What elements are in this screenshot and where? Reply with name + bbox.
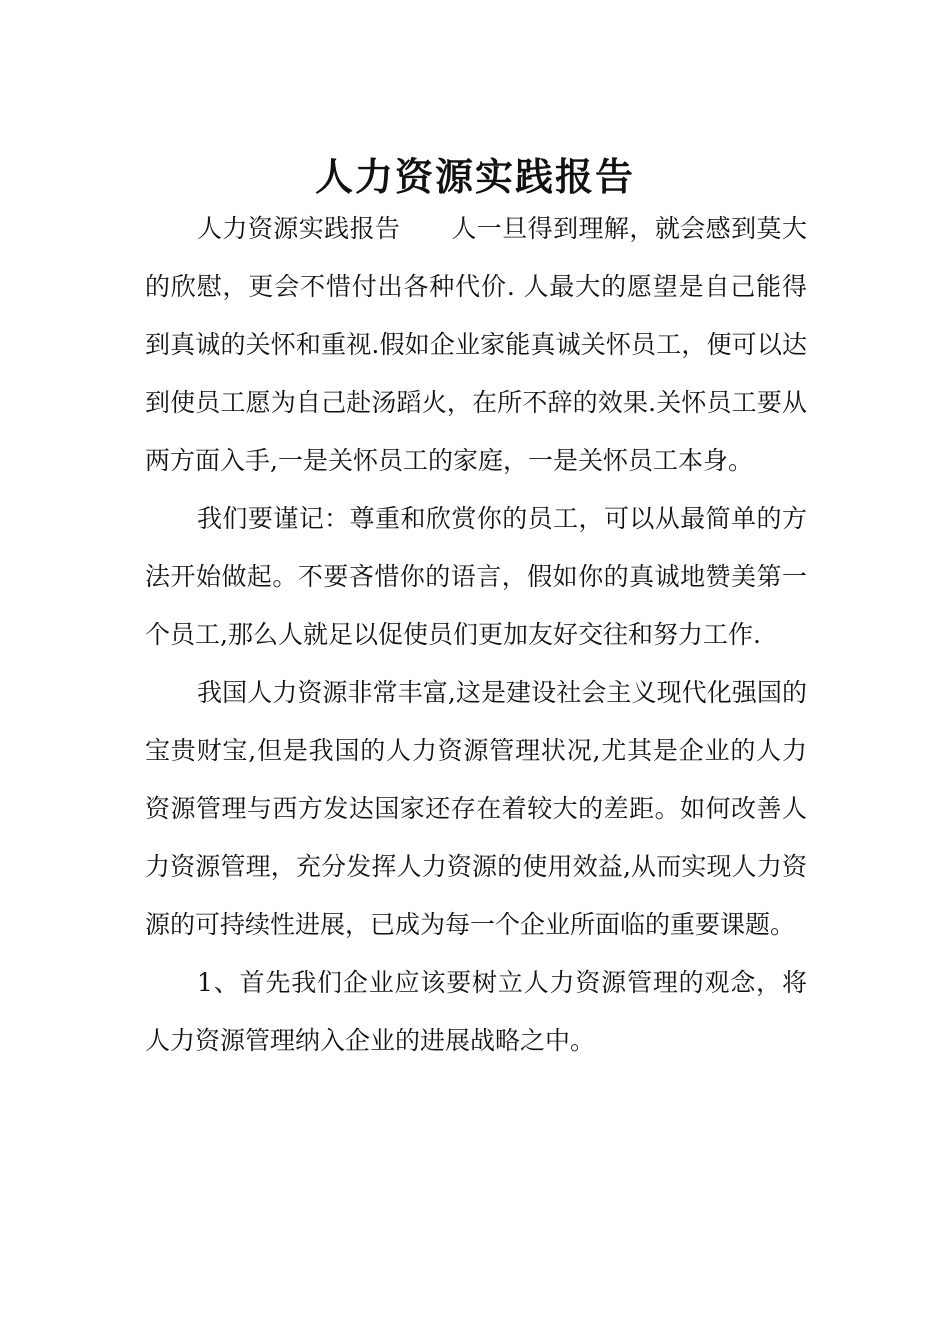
document-body (145, 200, 807, 1070)
paragraph-3: 我国人力资源非常丰富,这是建设社会主义现代化强国的宝贵财宝,但是我国的人力资源管理状况,尤其是企业的人力资源管理与西方发达国家还存在着较大的差距。如何改善人力资源管理，充分发挥人力资源的使用效益,从而实现人力资源的可持续性进展，已成为每一个企业所面临的重要课题。 (145, 678, 807, 939)
document-title: 人力资源实践报告 (314, 154, 635, 200)
paragraph-4: 1、首先我们企业应该要树立人力资源管理的观念，将人力资源管理纳入企业的进展战略之中。 (145, 968, 807, 1055)
paragraph-1: 人力资源实践报告 人一旦得到理解，就会感到莫大的欣慰，更会不惜付出各种代价. 人最大的愿望是自己能得到真诚的关怀和重视.假如企业家能真诚关怀员工，便可以达到使员工愿为自己赴汤蹈火，在所不辞的效果.关怀员工要从两方面入手,一是关怀员工的家庭，一是关怀员工本身。 (145, 214, 807, 475)
paragraph-2: 我们要谨记：尊重和欣赏你的员工，可以从最简单的方法开始做起。不要吝惜你的语言，假如你的真诚地赞美第一个员工,那么人就足以促使员们更加友好交往和努力工作. (145, 504, 807, 649)
